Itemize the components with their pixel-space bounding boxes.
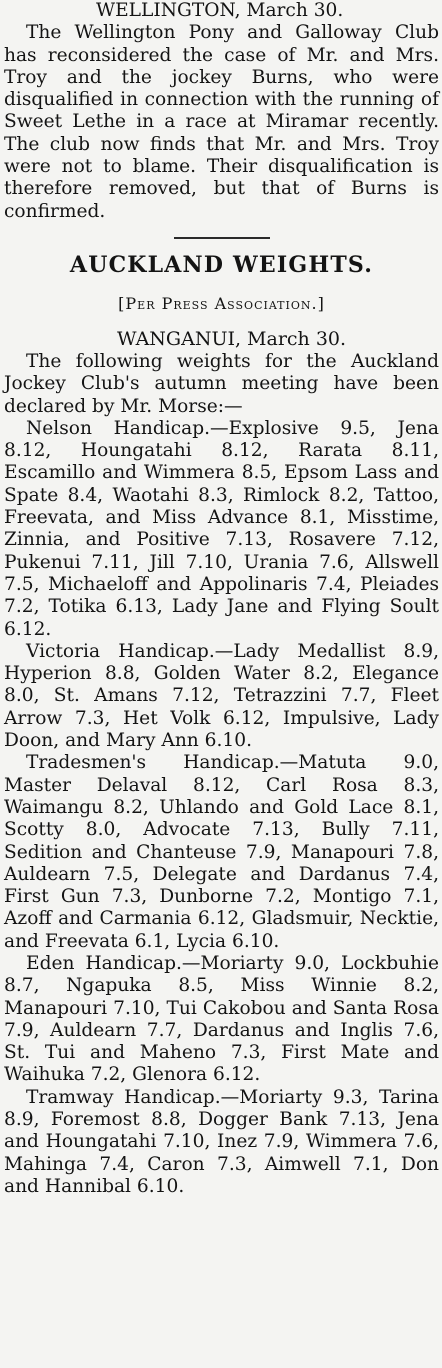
dateline-place: WELLINGTON, <box>96 0 241 21</box>
wellington-dateline <box>4 0 439 22</box>
race-eden-handicap: Eden Handicap.—Moriarty 9.0, Lockbuhie 8.7, Ngapuka 8.5, Miss Winnie 8.2, Manapouri 7.10, Tui Cakobou and Santa Rosa 7.9, Auldearn 7.7, Dardanus and Inglis 7.6, St. Tui and Maheno 7.3, First Mate and Waihuka 7.2, Glenora 6.12. <box>4 952 439 1086</box>
section-divider <box>174 237 270 239</box>
wellington-body: The Wellington Pony and Galloway Club has reconsidered the case of Mr. and Mrs. Troy and the jockey Burns, who were disqualified in connection with the running of Sweet Lethe in a race at Miramar recently. The club now finds that Mr. and Mrs. Troy were not to blame. Their disqualification is therefore removed, but that of Burns is confirmed. <box>4 22 439 222</box>
press-byline: [Per Press Association.] <box>118 293 325 313</box>
wanganui-dateline: WANGANUI, March 30. <box>117 327 347 350</box>
dateline-date: March 30. <box>246 0 344 21</box>
race-victoria-handicap: Victoria Handicap.—Lady Medallist 8.9, Hyperion 8.8, Golden Water 8.2, Elegance 8.0, St. Amans 7.12, Tetrazzini 7.7, Fleet Arrow 7.3, Het Volk 6.12, Impulsive, Lady Doon, and Mary Ann 6.10. <box>4 640 439 752</box>
auckland-intro: The following weights for the Auckland Jockey Club's autumn meeting have been declared by Mr. Morse:— <box>4 350 439 417</box>
race-tramway-handicap: Tramway Handicap.—Moriarty 9.3, Tarina 8.9, Foremost 8.8, Dogger Bank 7.13, Jena and Houngatahi 7.10, Inez 7.9, Wimmera 7.6, Mahinga 7.4, Caron 7.3, Aimwell 7.1, Don and Hannibal 6.10. <box>4 1086 439 1197</box>
wellington-article <box>4 0 439 223</box>
article-heading: AUCKLAND WEIGHTS. <box>69 251 374 278</box>
race-nelson-handicap: Nelson Handicap.—Explosive 9.5, Jena 8.12, Houngatahi 8.12, Rarata 8.11, Escamillo and Wimmera 8.5, Epsom Lass and Spate 8.4, Waotahi 8.3, Rimlock 8.2, Tattoo, Freevata, and Miss Advance 8.1, Misstime, Zinnia, and Positive 7.13, Rosavere 7.12, Pukenui 7.11, Jill 7.10, Urania 7.6, Allswell 7.5, Michaeloff and Appolinaris 7.4, Pleiades 7.2, Totika 6.13, Lady Jane and Flying Soult 6.12. <box>4 417 439 640</box>
auckland-article <box>4 251 439 1198</box>
race-tradesmens-handicap: Tradesmen's Handicap.—Matuta 9.0, Master Delaval 8.12, Carl Rosa 8.3, Waimangu 8.2, Uhlando and Gold Lace 8.1, Scotty 8.0, Advocate 7.13, Bully 7.11, Sedition and Chanteuse 7.9, Manapouri 7.8, Auldearn 7.5, Delegate and Dardanus 7.4, First Gun 7.3, Dunborne 7.2, Montigo 7.1, Azoff and Carmania 6.12, Gladsmuir, Necktie, and Freevata 6.1, Lycia 6.10. <box>4 752 439 952</box>
